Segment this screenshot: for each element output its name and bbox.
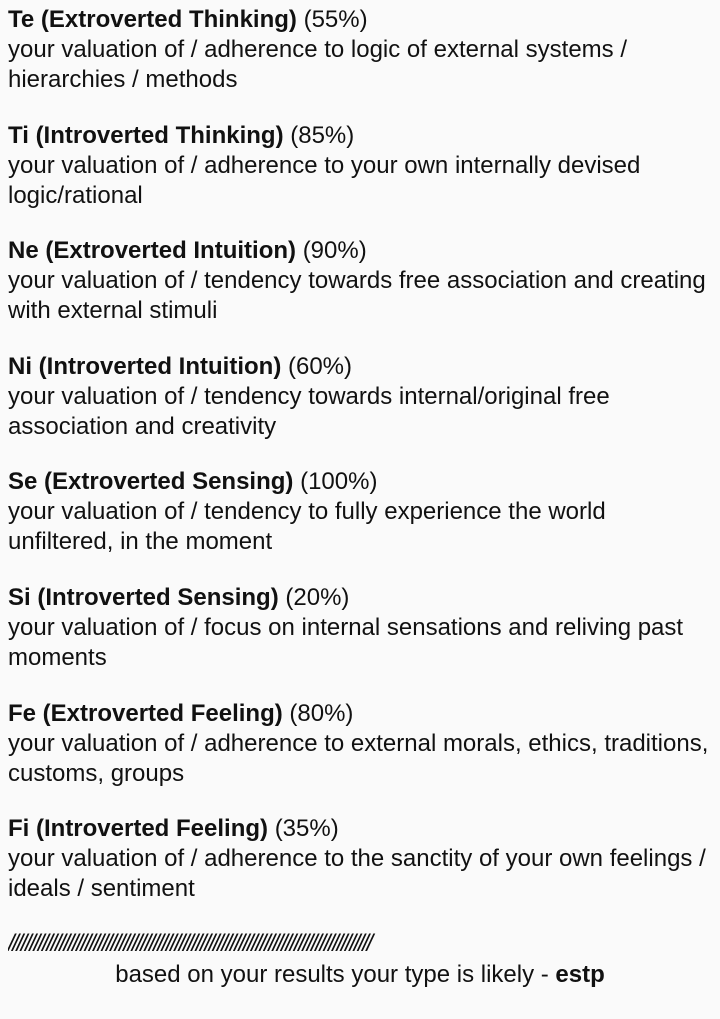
result-summary: [0, 960, 720, 990]
function-heading: [8, 583, 712, 613]
function-item-ne: [8, 236, 712, 352]
function-percent: (20%): [285, 583, 350, 611]
function-description: your valuation of / focus on internal sensations and reliving past moments: [8, 613, 684, 671]
function-description: your valuation of / tendency towards internal/original free association and creativity: [8, 382, 610, 440]
function-name: Ne (Extroverted Intuition): [8, 237, 297, 265]
function-name: Te (Extroverted Thinking): [8, 6, 297, 33]
function-name: Fe (Extroverted Feeling): [8, 699, 283, 727]
function-name: Fi (Introverted Feeling): [8, 815, 269, 843]
result-type: estp: [555, 961, 605, 988]
function-item-ti: [8, 121, 712, 237]
function-description: your valuation of / tendency towards free association and creating with external stimuli: [8, 267, 706, 325]
function-item-fe: [8, 699, 712, 815]
function-name: Si (Introverted Sensing): [8, 583, 279, 611]
function-percent: (100%): [300, 468, 378, 496]
function-percent: (60%): [287, 352, 353, 380]
function-item-se: [8, 467, 712, 583]
function-heading: [8, 5, 712, 35]
function-item-te: [8, 5, 712, 121]
slash-divider: /////////////////////////////////////////////////////////////////////////////////////: [8, 930, 371, 957]
cognitive-function-list: [8, 5, 712, 930]
function-description: your valuation of / tendency to fully experience the world unfiltered, in the moment: [8, 498, 606, 556]
function-name: Ni (Introverted Intuition): [8, 352, 282, 380]
function-heading: [8, 814, 712, 844]
function-percent: (90%): [302, 237, 367, 265]
function-percent: (85%): [290, 121, 355, 149]
function-name: Se (Extroverted Sensing): [8, 468, 294, 496]
function-percent: (55%): [303, 6, 368, 33]
function-heading: [8, 352, 712, 382]
function-item-fi: [8, 814, 712, 930]
function-item-si: [8, 583, 712, 699]
function-heading: [8, 699, 712, 729]
function-percent: (80%): [289, 699, 354, 727]
function-description: your valuation of / adherence to logic of external systems / hierarchies / methods: [8, 36, 627, 93]
function-name: Ti (Introverted Thinking): [8, 121, 284, 149]
function-item-ni: [8, 352, 712, 468]
function-heading: [8, 236, 712, 266]
function-heading: [8, 467, 712, 497]
function-heading: [8, 121, 712, 151]
function-percent: (35%): [274, 815, 339, 843]
function-description: your valuation of / adherence to your own internally devised logic/rational: [8, 151, 641, 209]
function-description: your valuation of / adherence to external morals, ethics, traditions, customs, groups: [8, 729, 709, 787]
function-description: your valuation of / adherence to the sanctity of your own feelings / ideals / sentiment: [8, 845, 706, 903]
result-text: based on your results your type is likely -: [115, 961, 556, 988]
